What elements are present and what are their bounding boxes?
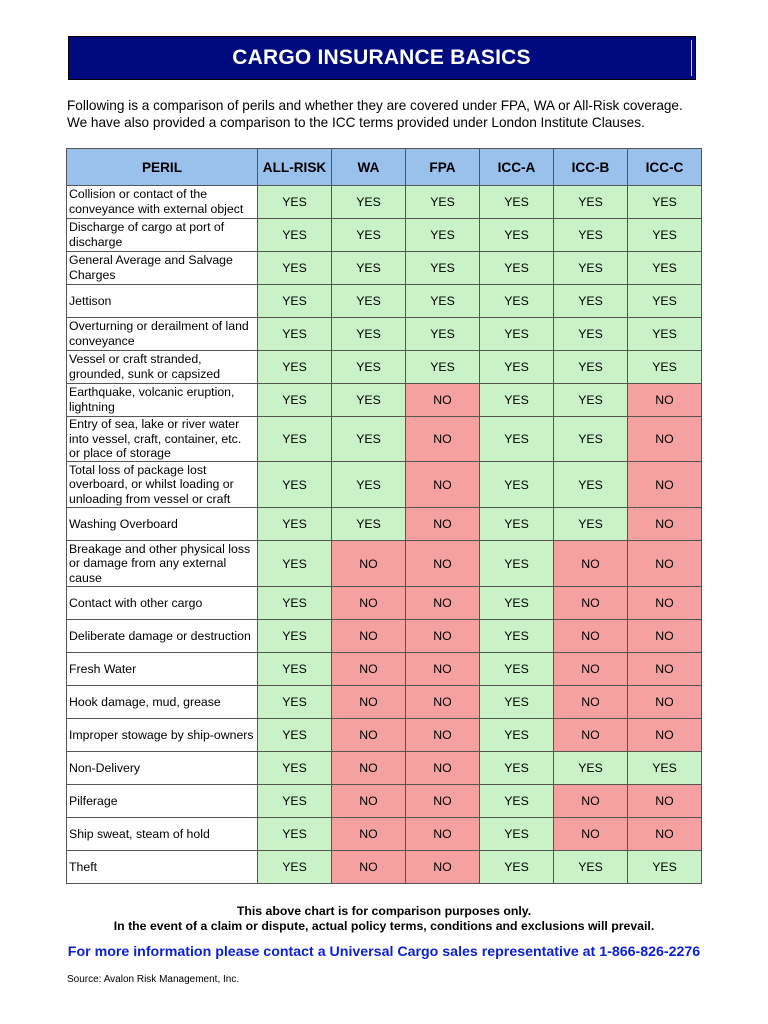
coverage-cell: NO [554,541,628,587]
coverage-cell: YES [480,318,554,351]
coverage-cell: YES [554,186,628,219]
coverage-cell: NO [554,620,628,653]
peril-cell: Pilferage [67,785,258,818]
coverage-cell: YES [258,785,332,818]
coverage-cell: YES [480,252,554,285]
peril-cell: Non-Delivery [67,752,258,785]
coverage-cell: NO [628,785,702,818]
table-row [67,318,702,351]
peril-cell: Collision or contact of the conveyance with external object [67,186,258,219]
coverage-cell: NO [628,587,702,620]
coverage-cell: NO [406,541,480,587]
peril-cell: Jettison [67,285,258,318]
coverage-cell: YES [258,219,332,252]
coverage-cell: YES [332,351,406,384]
coverage-cell: YES [258,318,332,351]
coverage-cell: YES [406,219,480,252]
coverage-cell: YES [554,219,628,252]
table-row [67,785,702,818]
coverage-cell: NO [406,719,480,752]
coverage-cell: NO [554,653,628,686]
coverage-cell: YES [406,351,480,384]
coverage-cell: YES [480,285,554,318]
table-row [67,686,702,719]
coverage-cell: YES [406,252,480,285]
coverage-cell: YES [480,219,554,252]
peril-cell: Contact with other cargo [67,587,258,620]
coverage-cell: YES [554,417,628,462]
peril-cell: Earthquake, volcanic eruption, lightning [67,384,258,417]
coverage-cell: NO [332,785,406,818]
table-row [67,285,702,318]
coverage-cell: YES [628,186,702,219]
coverage-cell: YES [258,462,332,508]
peril-cell: Discharge of cargo at port of discharge [67,219,258,252]
coverage-cell: NO [406,851,480,884]
coverage-cell: NO [554,818,628,851]
table-row [67,186,702,219]
coverage-cell: YES [628,351,702,384]
coverage-cell: YES [628,285,702,318]
coverage-cell: YES [480,384,554,417]
coverage-cell: NO [332,541,406,587]
table-header-row [67,149,702,186]
coverage-cell: YES [480,351,554,384]
coverage-cell: NO [406,417,480,462]
peril-cell: Theft [67,851,258,884]
peril-cell: Fresh Water [67,653,258,686]
coverage-cell: NO [332,752,406,785]
coverage-cell: YES [554,252,628,285]
coverage-cell: YES [480,462,554,508]
coverage-cell: NO [406,462,480,508]
coverage-cell: NO [628,620,702,653]
coverage-cell: NO [332,719,406,752]
coverage-cell: YES [480,620,554,653]
coverage-cell: YES [332,318,406,351]
table-body [67,186,702,884]
peril-cell: Hook damage, mud, grease [67,686,258,719]
coverage-cell: YES [258,851,332,884]
coverage-cell: NO [332,653,406,686]
table-row [67,462,702,508]
table-row [67,752,702,785]
coverage-cell: YES [480,587,554,620]
coverage-cell: NO [406,752,480,785]
coverage-cell: YES [554,351,628,384]
coverage-cell: YES [258,384,332,417]
coverage-cell: YES [480,851,554,884]
coverage-cell: YES [332,285,406,318]
coverage-cell: YES [628,318,702,351]
coverage-cell: YES [258,686,332,719]
coverage-cell: YES [406,318,480,351]
coverage-cell: YES [258,186,332,219]
header-icc-a: ICC-A [480,149,554,186]
coverage-cell: YES [480,417,554,462]
peril-cell: Washing Overboard [67,508,258,541]
coverage-cell: YES [332,462,406,508]
coverage-cell: NO [406,818,480,851]
peril-cell: Deliberate damage or destruction [67,620,258,653]
coverage-cell: YES [258,417,332,462]
peril-cell: Breakage and other physical loss or damage from any external cause [67,541,258,587]
coverage-cell: YES [258,752,332,785]
coverage-cell: YES [332,186,406,219]
header-wa: WA [332,149,406,186]
peril-cell: Improper stowage by ship-owners [67,719,258,752]
coverage-cell: NO [628,417,702,462]
table-row [67,417,702,462]
coverage-cell: NO [628,686,702,719]
coverage-cell: NO [406,587,480,620]
header-icc-b: ICC-B [554,149,628,186]
table-row [67,719,702,752]
coverage-cell: NO [406,785,480,818]
coverage-cell: NO [332,587,406,620]
coverage-cell: YES [258,653,332,686]
coverage-cell: YES [258,818,332,851]
table-row [67,508,702,541]
coverage-cell: YES [258,719,332,752]
coverage-cell: NO [406,384,480,417]
coverage-cell: YES [554,285,628,318]
coverage-cell: NO [554,686,628,719]
coverage-cell: NO [628,653,702,686]
coverage-cell: YES [258,285,332,318]
coverage-cell: NO [332,851,406,884]
coverage-cell: YES [332,508,406,541]
table-row [67,587,702,620]
table-row [67,851,702,884]
coverage-cell: YES [258,351,332,384]
table-row [67,818,702,851]
table-row [67,351,702,384]
peril-cell: Overturning or derailment of land conveyance [67,318,258,351]
coverage-cell: NO [554,785,628,818]
coverage-cell: YES [480,752,554,785]
coverage-cell: YES [258,620,332,653]
contact-info: For more information please contact a Universal Cargo sales representative at 1-866-826-2276 [67,944,701,960]
coverage-cell: NO [628,384,702,417]
coverage-cell: YES [480,541,554,587]
disclaimer-line-2: In the event of a claim or dispute, actual policy terms, conditions and exclusions will prevail. [113,919,655,933]
coverage-cell: NO [628,719,702,752]
table-row [67,219,702,252]
coverage-cell: YES [406,186,480,219]
title-banner [68,36,696,80]
coverage-cell: YES [628,219,702,252]
title-banner-inner [72,40,692,76]
coverage-cell: YES [480,508,554,541]
header-peril: PERIL [67,149,258,186]
coverage-cell: YES [480,818,554,851]
intro-line-1: Following is a comparison of perils and whether they are covered under FPA, WA or All-Risk coverage. [67,98,683,113]
intro-line-2: We have also provided a comparison to the ICC terms provided under London Institute Clauses. [67,115,645,130]
coverage-cell: NO [628,508,702,541]
coverage-cell: YES [332,219,406,252]
coverage-cell: NO [628,818,702,851]
coverage-cell: YES [554,384,628,417]
coverage-cell: YES [628,851,702,884]
coverage-cell: YES [258,587,332,620]
table-row [67,653,702,686]
coverage-cell: NO [628,541,702,587]
coverage-cell: YES [554,508,628,541]
page-title: CARGO INSURANCE BASICS [232,46,531,69]
coverage-cell: YES [554,462,628,508]
header-all-risk: ALL-RISK [258,149,332,186]
disclaimer [0,904,768,934]
coverage-cell: YES [258,252,332,285]
coverage-cell: NO [406,508,480,541]
coverage-cell: YES [480,785,554,818]
table-row [67,620,702,653]
table-row [67,541,702,587]
coverage-cell: YES [554,752,628,785]
coverage-cell: NO [554,719,628,752]
coverage-cell: YES [258,541,332,587]
coverage-cell: YES [480,719,554,752]
peril-cell: Ship sweat, steam of hold [67,818,258,851]
coverage-cell: NO [554,587,628,620]
coverage-cell: NO [332,620,406,653]
perils-table [66,148,702,884]
table-row [67,384,702,417]
table-row [67,252,702,285]
coverage-cell: YES [628,752,702,785]
coverage-cell: YES [554,318,628,351]
coverage-cell: YES [480,686,554,719]
coverage-cell: NO [332,686,406,719]
coverage-cell: YES [258,508,332,541]
peril-cell: Vessel or craft stranded, grounded, sunk or capsized [67,351,258,384]
disclaimer-line-1: This above chart is for comparison purposes only. [236,904,532,918]
intro-text [67,97,747,131]
coverage-cell: YES [480,653,554,686]
coverage-cell: NO [406,686,480,719]
coverage-cell: NO [628,462,702,508]
coverage-cell: YES [406,285,480,318]
coverage-cell: YES [628,252,702,285]
coverage-cell: YES [480,186,554,219]
coverage-cell: YES [332,252,406,285]
coverage-cell: NO [406,653,480,686]
peril-cell: General Average and Salvage Charges [67,252,258,285]
source-note: Source: Avalon Risk Management, Inc. [67,974,240,985]
header-fpa: FPA [406,149,480,186]
coverage-cell: NO [332,818,406,851]
header-icc-c: ICC-C [628,149,702,186]
peril-cell: Entry of sea, lake or river water into vessel, craft, container, etc. or place of storage [67,417,258,462]
coverage-cell: YES [554,851,628,884]
coverage-cell: NO [406,620,480,653]
coverage-cell: YES [332,417,406,462]
coverage-cell: YES [332,384,406,417]
peril-cell: Total loss of package lost overboard, or whilst loading or unloading from vessel or craft [67,462,258,508]
